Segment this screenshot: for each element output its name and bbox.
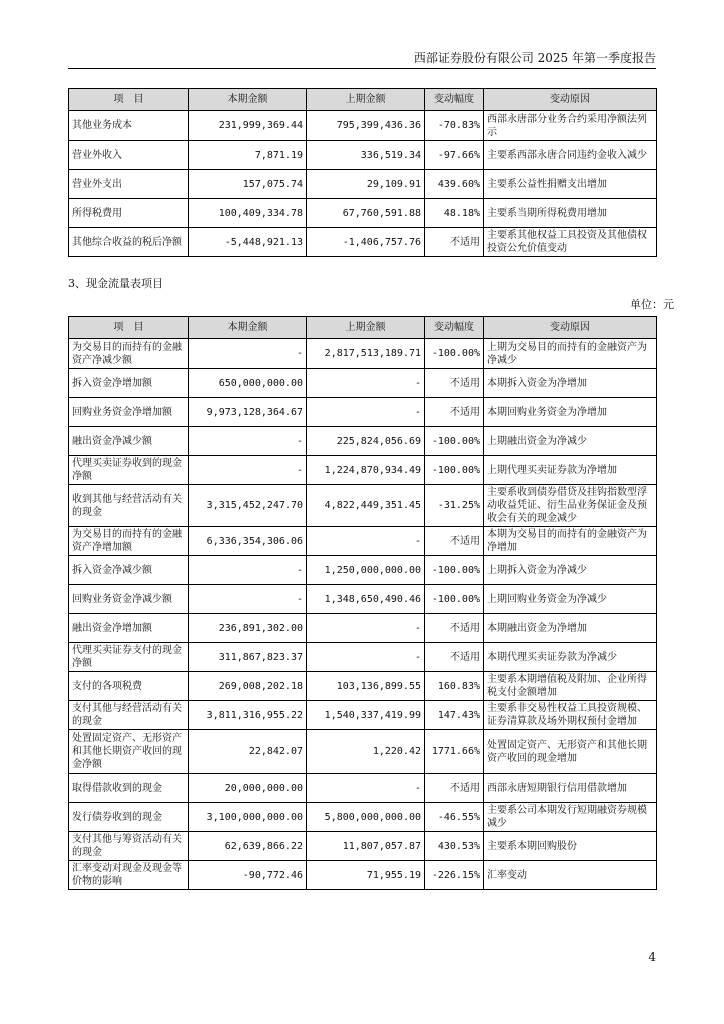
row-label: 收到其他与经营活动有关的现金 xyxy=(69,485,189,527)
current-amount: 9,973,128,364.67 xyxy=(189,398,307,427)
prior-amount: 67,760,591.88 xyxy=(307,199,425,228)
prior-amount: 71,955.19 xyxy=(307,861,425,890)
column-header: 项 目 xyxy=(69,317,189,339)
table-row xyxy=(69,672,657,701)
prior-amount: 11,807,057.87 xyxy=(307,832,425,861)
table-row xyxy=(69,527,657,556)
row-label: 支付其他与经营活动有关的现金 xyxy=(69,701,189,730)
prior-amount: - xyxy=(307,614,425,643)
prior-amount: 1,348,650,490.46 xyxy=(307,585,425,614)
prior-amount: - xyxy=(307,774,425,803)
row-label: 代理买卖证券支付的现金净额 xyxy=(69,643,189,672)
change-reason: 主要系本期回购股份 xyxy=(484,832,657,861)
table-row xyxy=(69,199,657,228)
table-row xyxy=(69,832,657,861)
row-label: 营业外支出 xyxy=(69,170,189,199)
change-rate: -31.25% xyxy=(425,485,484,527)
prior-amount: 336,519.34 xyxy=(307,141,425,170)
table-row xyxy=(69,369,657,398)
column-header: 变动原因 xyxy=(484,317,657,339)
change-rate: 不适用 xyxy=(425,398,484,427)
column-header: 变动原因 xyxy=(484,89,657,111)
prior-amount: -1,406,757.76 xyxy=(307,228,425,257)
change-rate: 不适用 xyxy=(425,774,484,803)
prior-amount: 2,817,513,189.71 xyxy=(307,339,425,369)
change-reason: 主要系其他权益工具投资及其他债权投资公允价值变动 xyxy=(484,228,657,257)
current-amount: - xyxy=(189,456,307,485)
table-header-row xyxy=(69,317,657,339)
table-row xyxy=(69,556,657,585)
page-header: 西部证券股份有限公司 2025 年第一季度报告 xyxy=(68,50,656,69)
change-rate: 439.60% xyxy=(425,170,484,199)
change-rate: 不适用 xyxy=(425,228,484,257)
table-header-row xyxy=(69,89,657,111)
change-rate: -100.00% xyxy=(425,456,484,485)
column-header: 上期金额 xyxy=(307,89,425,111)
table-row xyxy=(69,398,657,427)
change-reason: 本期为交易目的而持有的金融资产为净增加 xyxy=(484,527,657,556)
change-reason: 主要系非交易性权益工具投资规模、证券清算款及场外期权预付金增加 xyxy=(484,701,657,730)
row-label: 营业外收入 xyxy=(69,141,189,170)
table-row xyxy=(69,803,657,832)
change-reason: 主要系当期所得税费用增加 xyxy=(484,199,657,228)
table-row xyxy=(69,861,657,890)
change-rate: 不适用 xyxy=(425,614,484,643)
current-amount: 3,811,316,955.22 xyxy=(189,701,307,730)
section-title: 3、现金流量表项目 xyxy=(68,277,163,290)
column-header: 本期金额 xyxy=(189,89,307,111)
table-row xyxy=(69,643,657,672)
change-reason: 处置固定资产、无形资产和其他长期资产收回的现金增加 xyxy=(484,730,657,774)
table-row xyxy=(69,170,657,199)
table-row xyxy=(69,614,657,643)
row-label: 其他业务成本 xyxy=(69,111,189,141)
change-reason: 主要系公益性捐赠支出增加 xyxy=(484,170,657,199)
row-label: 其他综合收益的税后净额 xyxy=(69,228,189,257)
current-amount: - xyxy=(189,339,307,369)
table-row xyxy=(69,730,657,774)
current-amount: 269,008,202.18 xyxy=(189,672,307,701)
current-amount: 3,100,000,000.00 xyxy=(189,803,307,832)
row-label: 回购业务资金净增加额 xyxy=(69,398,189,427)
table-row xyxy=(69,111,657,141)
change-rate: -46.55% xyxy=(425,803,484,832)
change-reason: 上期为交易目的而持有的金融资产为净减少 xyxy=(484,339,657,369)
change-rate: -100.00% xyxy=(425,339,484,369)
change-rate: 430.53% xyxy=(425,832,484,861)
table-row xyxy=(69,141,657,170)
row-label: 支付其他与筹资活动有关的现金 xyxy=(69,832,189,861)
change-rate: -100.00% xyxy=(425,427,484,456)
cash-flow-table xyxy=(68,316,657,890)
change-reason: 上期代理买卖证券款为净增加 xyxy=(484,456,657,485)
change-rate: -100.00% xyxy=(425,556,484,585)
table-row xyxy=(69,774,657,803)
change-reason: 上期回购业务资金为净减少 xyxy=(484,585,657,614)
row-label: 融出资金净增加额 xyxy=(69,614,189,643)
current-amount: 236,891,302.00 xyxy=(189,614,307,643)
change-rate: 160.83% xyxy=(425,672,484,701)
column-header: 本期金额 xyxy=(189,317,307,339)
current-amount: - xyxy=(189,427,307,456)
change-rate: -70.83% xyxy=(425,111,484,141)
prior-amount: 1,224,870,934.49 xyxy=(307,456,425,485)
current-amount: 22,842.07 xyxy=(189,730,307,774)
change-rate: -97.66% xyxy=(425,141,484,170)
current-amount: 20,000,000.00 xyxy=(189,774,307,803)
change-rate: 147.43% xyxy=(425,701,484,730)
unit-label: 单位：元 xyxy=(630,298,674,311)
prior-amount: 1,540,337,419.99 xyxy=(307,701,425,730)
prior-amount: - xyxy=(307,398,425,427)
change-reason: 主要系收到债券借贷及挂钩指数型浮动收益凭证、衍生品业务保证金及预收会有关的现金减少 xyxy=(484,485,657,527)
change-reason: 上期拆入资金为净减少 xyxy=(484,556,657,585)
table-row xyxy=(69,456,657,485)
change-rate: -100.00% xyxy=(425,585,484,614)
table-row xyxy=(69,485,657,527)
table-row xyxy=(69,427,657,456)
table-row xyxy=(69,339,657,369)
row-label: 支付的各项税费 xyxy=(69,672,189,701)
table-row xyxy=(69,701,657,730)
prior-amount: 795,399,436.36 xyxy=(307,111,425,141)
change-rate: 1771.66% xyxy=(425,730,484,774)
current-amount: 7,871.19 xyxy=(189,141,307,170)
change-reason: 本期回购业务资金为净增加 xyxy=(484,398,657,427)
current-amount: - xyxy=(189,556,307,585)
prior-amount: 225,824,056.69 xyxy=(307,427,425,456)
current-amount: -5,448,921.13 xyxy=(189,228,307,257)
row-label: 回购业务资金净减少额 xyxy=(69,585,189,614)
prior-amount: 1,250,000,000.00 xyxy=(307,556,425,585)
change-rate: 不适用 xyxy=(425,369,484,398)
row-label: 处置固定资产、无形资产和其他长期资产收回的现金净额 xyxy=(69,730,189,774)
income-statement-table xyxy=(68,88,657,257)
column-header: 上期金额 xyxy=(307,317,425,339)
current-amount: 6,336,354,306.06 xyxy=(189,527,307,556)
current-amount: 650,000,000.00 xyxy=(189,369,307,398)
row-label: 取得借款收到的现金 xyxy=(69,774,189,803)
prior-amount: 103,136,899.55 xyxy=(307,672,425,701)
row-label: 拆入资金净增加额 xyxy=(69,369,189,398)
change-reason: 西部永唐短期银行信用借款增加 xyxy=(484,774,657,803)
row-label: 为交易目的而持有的金融资产净减少额 xyxy=(69,339,189,369)
row-label: 汇率变动对现金及现金等价物的影响 xyxy=(69,861,189,890)
column-header: 变动幅度 xyxy=(425,317,484,339)
table-row xyxy=(69,228,657,257)
prior-amount: 29,109.91 xyxy=(307,170,425,199)
column-header: 项 目 xyxy=(69,89,189,111)
row-label: 所得税费用 xyxy=(69,199,189,228)
change-rate: 48.18% xyxy=(425,199,484,228)
change-reason: 本期拆入资金为净增加 xyxy=(484,369,657,398)
change-reason: 西部永唐部分业务合约采用净额法列示 xyxy=(484,111,657,141)
current-amount: 100,409,334.78 xyxy=(189,199,307,228)
change-reason: 主要系西部永唐合同违约金收入减少 xyxy=(484,141,657,170)
row-label: 代理买卖证券收到的现金净额 xyxy=(69,456,189,485)
row-label: 为交易目的而持有的金融资产净增加额 xyxy=(69,527,189,556)
prior-amount: - xyxy=(307,369,425,398)
change-reason: 主要系本期增值税及附加、企业所得税支付金额增加 xyxy=(484,672,657,701)
change-rate: 不适用 xyxy=(425,527,484,556)
change-rate: -226.15% xyxy=(425,861,484,890)
change-reason: 汇率变动 xyxy=(484,861,657,890)
prior-amount: 1,220.42 xyxy=(307,730,425,774)
current-amount: 157,075.74 xyxy=(189,170,307,199)
table-row xyxy=(69,585,657,614)
row-label: 拆入资金净减少额 xyxy=(69,556,189,585)
change-reason: 主要系公司本期发行短期融资券规模减少 xyxy=(484,803,657,832)
prior-amount: 5,800,000,000.00 xyxy=(307,803,425,832)
current-amount: 231,999,369.44 xyxy=(189,111,307,141)
current-amount: 3,315,452,247.70 xyxy=(189,485,307,527)
current-amount: - xyxy=(189,585,307,614)
current-amount: -90,772.46 xyxy=(189,861,307,890)
change-reason: 上期融出资金为净减少 xyxy=(484,427,657,456)
page-number: 4 xyxy=(648,950,656,964)
change-reason: 本期代理买卖证券款为净减少 xyxy=(484,643,657,672)
prior-amount: - xyxy=(307,643,425,672)
change-rate: 不适用 xyxy=(425,643,484,672)
prior-amount: - xyxy=(307,527,425,556)
row-label: 融出资金净减少额 xyxy=(69,427,189,456)
current-amount: 311,867,823.37 xyxy=(189,643,307,672)
row-label: 发行债券收到的现金 xyxy=(69,803,189,832)
prior-amount: 4,822,449,351.45 xyxy=(307,485,425,527)
change-reason: 本期融出资金为净增加 xyxy=(484,614,657,643)
current-amount: 62,639,866.22 xyxy=(189,832,307,861)
column-header: 变动幅度 xyxy=(425,89,484,111)
